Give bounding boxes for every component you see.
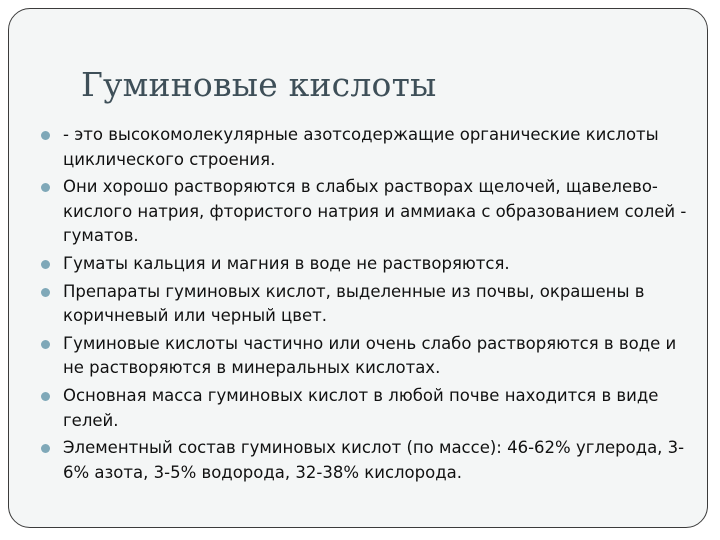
slide-frame — [8, 8, 708, 528]
bullet-dot-icon — [41, 131, 50, 140]
bullet-text: Гуматы кальция и магния в воде не растворяются. — [63, 253, 510, 273]
bullet-item — [37, 384, 697, 433]
bullet-text: - это высокомолекулярные азотсодержащие органические кислоты циклического строения. — [63, 125, 659, 169]
bullet-item — [37, 123, 697, 172]
bullet-item — [37, 252, 697, 277]
bullet-text: Препараты гуминовых кислот, выделенные из почвы, окрашены в коричневый или черный цвет. — [63, 281, 645, 326]
bullet-item — [37, 332, 697, 381]
bullet-text: Гуминовые кислоты частично или очень слабо растворяются в воде и не растворяются в минеральных кислотах. — [63, 333, 677, 378]
bullet-item — [37, 280, 697, 329]
bullet-text: Элементный состав гуминовых кислот (по массе): 46-62% углерода, 3-6% азота, 3-5% водорода, 32-38% кислорода. — [63, 438, 685, 482]
bullet-text: Они хорошо растворяются в слабых растворах щелочей, щавелево-кислого натрия, фтористого натрия и аммиака с образованием солей - гуматов. — [63, 177, 687, 246]
bullet-dot-icon — [41, 340, 50, 349]
bullet-dot-icon — [41, 444, 50, 453]
bullet-dot-icon — [41, 288, 50, 297]
bullet-dot-icon — [41, 392, 50, 401]
bullet-item — [37, 436, 697, 485]
bullet-text: Основная масса гуминовых кислот в любой почве находится в виде гелей. — [63, 385, 659, 430]
bullet-dot-icon — [41, 260, 50, 269]
bullet-list — [37, 123, 697, 488]
slide-title: Гуминовые кислоты — [81, 65, 437, 104]
bullet-item — [37, 175, 697, 249]
bullet-dot-icon — [41, 183, 50, 192]
